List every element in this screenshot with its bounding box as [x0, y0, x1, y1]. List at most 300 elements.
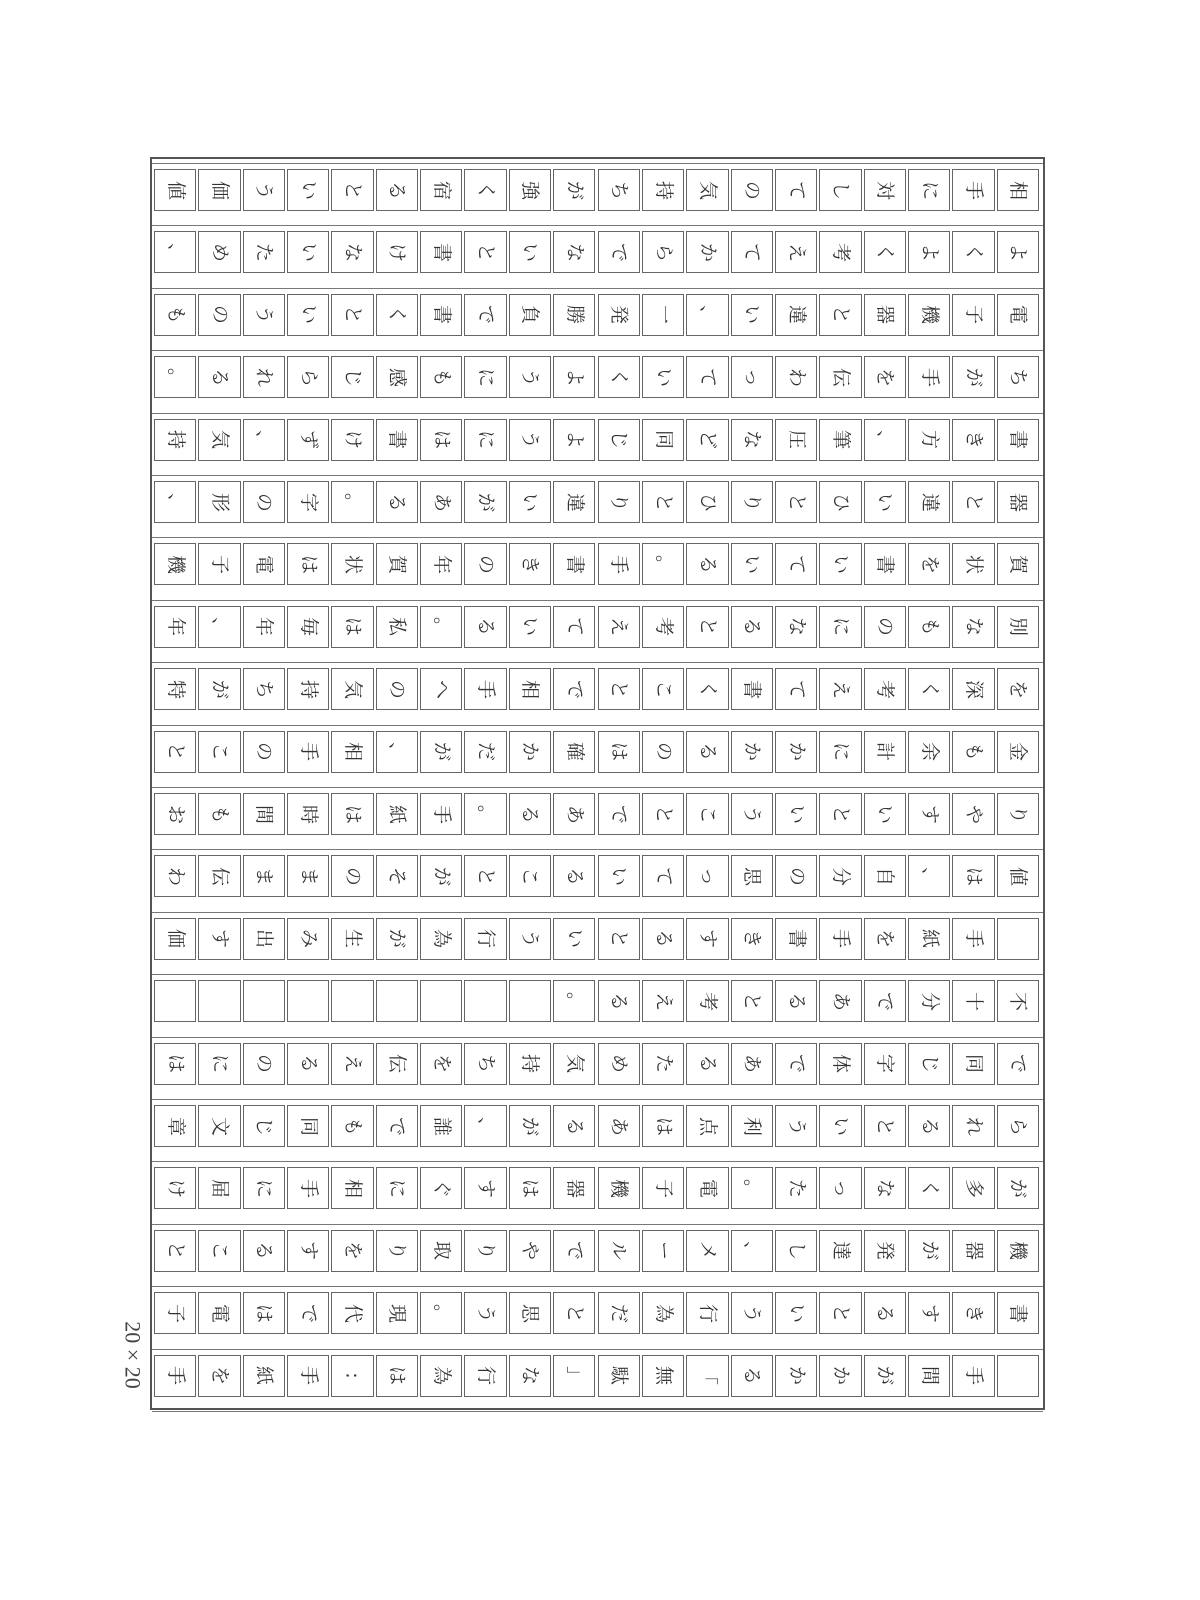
manuscript-character: 間 — [253, 804, 276, 824]
manuscript-cell — [864, 918, 906, 960]
manuscript-character: 状 — [342, 554, 365, 574]
manuscript-character: く — [696, 679, 719, 699]
manuscript-cell — [731, 980, 773, 1022]
row-separator — [152, 413, 1043, 414]
manuscript-cell — [952, 1043, 994, 1085]
manuscript-character: す — [918, 1303, 941, 1323]
manuscript-character: で — [563, 1241, 586, 1261]
manuscript-cell — [997, 1292, 1039, 1334]
manuscript-cell — [198, 169, 240, 211]
manuscript-character: 気 — [696, 180, 719, 200]
manuscript-cell — [908, 356, 950, 398]
manuscript-character: り — [386, 1241, 409, 1261]
manuscript-cell — [997, 481, 1039, 523]
manuscript-character: 、 — [696, 305, 719, 325]
manuscript-character: 、 — [386, 742, 409, 762]
manuscript-character: : — [342, 1372, 365, 1379]
manuscript-cell — [686, 419, 728, 461]
manuscript-character: ち — [608, 180, 631, 200]
manuscript-character: の — [253, 1054, 276, 1074]
manuscript-character: も — [342, 1116, 365, 1136]
manuscript-cell — [775, 1167, 817, 1209]
manuscript-cell — [908, 1167, 950, 1209]
manuscript-character: を — [430, 1054, 453, 1074]
manuscript-character: は — [253, 1303, 276, 1323]
manuscript-cell — [819, 543, 861, 585]
manuscript-cell — [509, 855, 551, 897]
manuscript-character: 子 — [164, 1303, 187, 1323]
manuscript-cell — [864, 1230, 906, 1272]
manuscript-cell — [598, 1230, 640, 1272]
row-separator — [152, 600, 1043, 601]
manuscript-cell — [819, 918, 861, 960]
manuscript-cell — [420, 855, 462, 897]
manuscript-character: く — [962, 242, 985, 262]
manuscript-cell — [864, 169, 906, 211]
manuscript-character: ま — [253, 866, 276, 886]
manuscript-cell — [287, 231, 329, 273]
manuscript-character: 子 — [962, 305, 985, 325]
manuscript-cell — [243, 606, 285, 648]
manuscript-cell — [243, 731, 285, 773]
manuscript-cell — [553, 169, 595, 211]
manuscript-cell — [864, 481, 906, 523]
manuscript-cell — [952, 918, 994, 960]
manuscript-cell — [243, 668, 285, 710]
manuscript-cell — [420, 543, 462, 585]
manuscript-cell — [464, 855, 506, 897]
row-separator — [152, 537, 1043, 538]
manuscript-cell — [997, 231, 1039, 273]
manuscript-character: く — [918, 679, 941, 699]
manuscript-cell — [642, 793, 684, 835]
manuscript-cell — [731, 543, 773, 585]
manuscript-character: へ — [430, 679, 453, 699]
manuscript-cell — [331, 918, 373, 960]
manuscript-cell — [331, 419, 373, 461]
manuscript-cell — [509, 668, 551, 710]
manuscript-cell — [154, 1105, 196, 1147]
manuscript-cell — [243, 793, 285, 835]
manuscript-character: よ — [563, 430, 586, 450]
manuscript-cell — [331, 1043, 373, 1085]
manuscript-character: 同 — [297, 1116, 320, 1136]
manuscript-cell — [464, 1292, 506, 1334]
manuscript-character: と — [829, 804, 852, 824]
manuscript-character: 方 — [918, 430, 941, 450]
manuscript-character: 手 — [297, 1366, 320, 1386]
manuscript-character: 機 — [1007, 1241, 1030, 1261]
manuscript-character: 字 — [297, 492, 320, 512]
manuscript-cell — [420, 1167, 462, 1209]
manuscript-cell — [331, 169, 373, 211]
manuscript-cell — [598, 481, 640, 523]
manuscript-cell — [952, 1292, 994, 1334]
manuscript-cell — [509, 980, 551, 1022]
manuscript-character: は — [608, 742, 631, 762]
manuscript-cell — [731, 731, 773, 773]
manuscript-character: い — [297, 242, 320, 262]
manuscript-cell — [553, 606, 595, 648]
manuscript-cell — [642, 419, 684, 461]
manuscript-cell — [642, 1105, 684, 1147]
manuscript-character: こ — [209, 1241, 232, 1261]
manuscript-line — [152, 793, 1043, 835]
manuscript-character: 不 — [1007, 991, 1030, 1011]
manuscript-character: の — [652, 742, 675, 762]
manuscript-character: 手 — [297, 742, 320, 762]
manuscript-cell — [420, 1292, 462, 1334]
manuscript-cell — [819, 855, 861, 897]
manuscript-cell — [243, 543, 285, 585]
manuscript-cell — [420, 980, 462, 1022]
manuscript-character: き — [962, 1303, 985, 1323]
manuscript-character: い — [741, 554, 764, 574]
manuscript-character: ら — [297, 367, 320, 387]
manuscript-cell — [686, 1043, 728, 1085]
manuscript-cell — [464, 1167, 506, 1209]
manuscript-character: け — [386, 242, 409, 262]
manuscript-cell — [420, 294, 462, 336]
manuscript-character: 相 — [342, 742, 365, 762]
manuscript-character: 同 — [652, 430, 675, 450]
manuscript-cell — [198, 231, 240, 273]
manuscript-character: お — [164, 804, 187, 824]
manuscript-character: う — [741, 1303, 764, 1323]
manuscript-cell — [553, 1105, 595, 1147]
manuscript-cell — [598, 294, 640, 336]
manuscript-cell — [598, 543, 640, 585]
manuscript-character: な — [519, 1366, 542, 1386]
manuscript-cell — [243, 855, 285, 897]
manuscript-character: で — [608, 242, 631, 262]
manuscript-character: 相 — [1007, 180, 1030, 200]
manuscript-character: 別 — [1007, 617, 1030, 637]
manuscript-character: り — [475, 1241, 498, 1261]
manuscript-cell — [731, 793, 773, 835]
manuscript-character: が — [430, 742, 453, 762]
manuscript-cell — [553, 1355, 595, 1397]
manuscript-cell — [464, 169, 506, 211]
manuscript-character: か — [519, 742, 542, 762]
manuscript-cell — [198, 918, 240, 960]
manuscript-line — [152, 1167, 1043, 1209]
manuscript-cell — [864, 1105, 906, 1147]
manuscript-character: て — [696, 367, 719, 387]
manuscript-character: が — [430, 866, 453, 886]
manuscript-character: 手 — [829, 929, 852, 949]
manuscript-character: ま — [297, 866, 320, 886]
manuscript-line — [152, 1043, 1043, 1085]
manuscript-character: 手 — [918, 367, 941, 387]
manuscript-character: に — [475, 367, 498, 387]
manuscript-character: る — [563, 1116, 586, 1136]
manuscript-cell — [376, 855, 418, 897]
manuscript-cell — [553, 731, 595, 773]
manuscript-character: え — [652, 991, 675, 1011]
manuscript-cell — [553, 481, 595, 523]
manuscript-character: え — [829, 679, 852, 699]
manuscript-character: の — [475, 554, 498, 574]
manuscript-cell — [686, 231, 728, 273]
manuscript-character: 考 — [652, 617, 675, 637]
manuscript-character: こ — [519, 866, 542, 886]
manuscript-character: じ — [342, 367, 365, 387]
manuscript-character: 発 — [874, 1241, 897, 1261]
manuscript-cell — [775, 668, 817, 710]
manuscript-character: く — [608, 367, 631, 387]
manuscript-cell — [598, 668, 640, 710]
manuscript-character: は — [652, 1116, 675, 1136]
manuscript-character: を — [874, 367, 897, 387]
manuscript-character: 価 — [209, 180, 232, 200]
manuscript-character: る — [741, 1366, 764, 1386]
manuscript-cell — [686, 980, 728, 1022]
manuscript-character: れ — [962, 1116, 985, 1136]
manuscript-character: い — [874, 492, 897, 512]
manuscript-character: 電 — [253, 554, 276, 574]
manuscript-cell — [642, 1230, 684, 1272]
manuscript-character: は — [386, 1366, 409, 1386]
manuscript-character: の — [741, 180, 764, 200]
manuscript-character: る — [563, 866, 586, 886]
manuscript-character: 書 — [1007, 430, 1030, 450]
manuscript-character: ー — [652, 1241, 675, 1261]
manuscript-cell — [287, 918, 329, 960]
manuscript-character: 」 — [563, 1366, 586, 1386]
manuscript-cell — [154, 668, 196, 710]
manuscript-character: わ — [785, 367, 808, 387]
manuscript-cell — [642, 1292, 684, 1334]
row-separator — [152, 225, 1043, 226]
manuscript-character: う — [519, 430, 542, 450]
manuscript-paper — [150, 157, 1045, 1410]
manuscript-cell — [509, 918, 551, 960]
manuscript-cell — [686, 543, 728, 585]
manuscript-character: い — [829, 554, 852, 574]
manuscript-character: り — [608, 492, 631, 512]
manuscript-cell — [775, 356, 817, 398]
manuscript-cell — [686, 855, 728, 897]
manuscript-character: っ — [741, 367, 764, 387]
manuscript-cell — [952, 1105, 994, 1147]
manuscript-character: く — [475, 180, 498, 200]
manuscript-cell — [598, 1355, 640, 1397]
manuscript-cell — [686, 169, 728, 211]
manuscript-cell — [908, 918, 950, 960]
manuscript-character: を — [209, 1366, 232, 1386]
manuscript-character: る — [519, 804, 542, 824]
manuscript-cell — [287, 169, 329, 211]
manuscript-character: 書 — [874, 554, 897, 574]
manuscript-cell — [775, 543, 817, 585]
manuscript-character: ず — [297, 430, 320, 450]
manuscript-character: 考 — [829, 242, 852, 262]
manuscript-character: で — [785, 1054, 808, 1074]
manuscript-cell — [154, 481, 196, 523]
manuscript-character: 圧 — [785, 430, 808, 450]
manuscript-cell — [198, 855, 240, 897]
manuscript-cell — [997, 668, 1039, 710]
manuscript-cell — [819, 668, 861, 710]
manuscript-cell — [997, 1105, 1039, 1147]
manuscript-cell — [287, 294, 329, 336]
manuscript-cell — [331, 793, 373, 835]
manuscript-cell — [464, 1355, 506, 1397]
manuscript-character: 発 — [608, 305, 631, 325]
manuscript-cell — [509, 419, 551, 461]
manuscript-cell — [952, 793, 994, 835]
manuscript-cell — [598, 1167, 640, 1209]
manuscript-character: に — [386, 1178, 409, 1198]
manuscript-character: 紙 — [253, 1366, 276, 1386]
manuscript-character: ど — [696, 430, 719, 450]
row-separator — [152, 1286, 1043, 1287]
manuscript-character: 書 — [741, 679, 764, 699]
manuscript-cell — [243, 419, 285, 461]
manuscript-character: 達 — [829, 1241, 852, 1261]
manuscript-character: 為 — [430, 1366, 453, 1386]
manuscript-cell — [287, 481, 329, 523]
manuscript-character: と — [652, 804, 675, 824]
manuscript-character: み — [297, 929, 320, 949]
manuscript-cell — [952, 980, 994, 1022]
manuscript-cell — [642, 980, 684, 1022]
manuscript-cell — [464, 606, 506, 648]
manuscript-cell — [376, 356, 418, 398]
manuscript-cell — [287, 668, 329, 710]
manuscript-character: 計 — [874, 742, 897, 762]
manuscript-character: い — [785, 1303, 808, 1323]
manuscript-cell — [376, 1230, 418, 1272]
manuscript-character: 届 — [209, 1178, 232, 1198]
manuscript-character: 章 — [164, 1116, 187, 1136]
manuscript-cell — [642, 1167, 684, 1209]
manuscript-character: こ — [652, 679, 675, 699]
manuscript-character: る — [386, 180, 409, 200]
manuscript-cell — [420, 169, 462, 211]
manuscript-cell — [154, 294, 196, 336]
manuscript-character: 分 — [918, 991, 941, 1011]
manuscript-character: え — [785, 242, 808, 262]
manuscript-cell — [376, 1043, 418, 1085]
manuscript-cell — [731, 1105, 773, 1147]
manuscript-character: い — [874, 804, 897, 824]
manuscript-cell — [553, 419, 595, 461]
manuscript-cell — [376, 1167, 418, 1209]
manuscript-character: る — [209, 367, 232, 387]
manuscript-cell — [420, 1105, 462, 1147]
manuscript-character: 手 — [962, 929, 985, 949]
manuscript-character: 器 — [1007, 492, 1030, 512]
manuscript-character: 行 — [475, 929, 498, 949]
manuscript-character: 取 — [430, 1241, 453, 1261]
manuscript-cell — [420, 793, 462, 835]
manuscript-cell — [819, 1167, 861, 1209]
manuscript-cell — [243, 1105, 285, 1147]
manuscript-character: き — [962, 430, 985, 450]
manuscript-character: や — [962, 804, 985, 824]
manuscript-cell — [642, 169, 684, 211]
manuscript-cell — [509, 1292, 551, 1334]
manuscript-character: い — [741, 305, 764, 325]
manuscript-cell — [376, 481, 418, 523]
manuscript-cell — [553, 855, 595, 897]
manuscript-character: 手 — [297, 1178, 320, 1198]
manuscript-character: す — [209, 929, 232, 949]
manuscript-cell — [509, 1355, 551, 1397]
manuscript-character: 相 — [519, 679, 542, 699]
manuscript-character: 持 — [164, 430, 187, 450]
manuscript-cell — [553, 918, 595, 960]
manuscript-character: 電 — [209, 1303, 232, 1323]
manuscript-character: っ — [696, 866, 719, 886]
manuscript-cell — [198, 1043, 240, 1085]
manuscript-character: 思 — [741, 866, 764, 886]
row-separator — [152, 725, 1043, 726]
manuscript-cell — [154, 1292, 196, 1334]
manuscript-cell — [864, 294, 906, 336]
manuscript-character: ち — [253, 679, 276, 699]
manuscript-character: 書 — [430, 305, 453, 325]
manuscript-character: 違 — [918, 492, 941, 512]
manuscript-character: か — [785, 742, 808, 762]
manuscript-character: す — [696, 929, 719, 949]
manuscript-cell — [775, 294, 817, 336]
manuscript-cell — [598, 606, 640, 648]
manuscript-cell — [952, 294, 994, 336]
row-separator — [152, 1411, 1043, 1412]
manuscript-character: に — [918, 180, 941, 200]
manuscript-character: で — [563, 679, 586, 699]
manuscript-cell — [598, 1292, 640, 1334]
manuscript-character: る — [696, 1054, 719, 1074]
manuscript-line — [152, 606, 1043, 648]
manuscript-character: う — [519, 929, 542, 949]
manuscript-cell — [598, 980, 640, 1022]
manuscript-character: 為 — [430, 929, 453, 949]
manuscript-character: あ — [563, 804, 586, 824]
manuscript-cell — [775, 169, 817, 211]
manuscript-line — [152, 1292, 1043, 1334]
manuscript-character: 手 — [962, 180, 985, 200]
manuscript-cell — [287, 980, 329, 1022]
manuscript-character: 無 — [652, 1366, 675, 1386]
manuscript-character: 賀 — [386, 554, 409, 574]
manuscript-cell — [198, 980, 240, 1022]
manuscript-cell — [952, 1355, 994, 1397]
manuscript-cell — [509, 1043, 551, 1085]
manuscript-character: す — [297, 1241, 320, 1261]
manuscript-cell — [952, 543, 994, 585]
manuscript-character: れ — [253, 367, 276, 387]
manuscript-cell — [198, 1167, 240, 1209]
manuscript-line — [152, 668, 1043, 710]
manuscript-character: は — [430, 430, 453, 450]
manuscript-character: 価 — [164, 929, 187, 949]
manuscript-character: が — [918, 1241, 941, 1261]
manuscript-cell — [598, 1105, 640, 1147]
manuscript-cell — [864, 980, 906, 1022]
manuscript-cell — [864, 356, 906, 398]
manuscript-character: 気 — [563, 1054, 586, 1074]
manuscript-cell — [376, 793, 418, 835]
row-separator — [152, 350, 1043, 351]
manuscript-character: 、 — [253, 430, 276, 450]
manuscript-cell — [331, 481, 373, 523]
manuscript-cell — [908, 1230, 950, 1272]
manuscript-cell — [598, 169, 640, 211]
